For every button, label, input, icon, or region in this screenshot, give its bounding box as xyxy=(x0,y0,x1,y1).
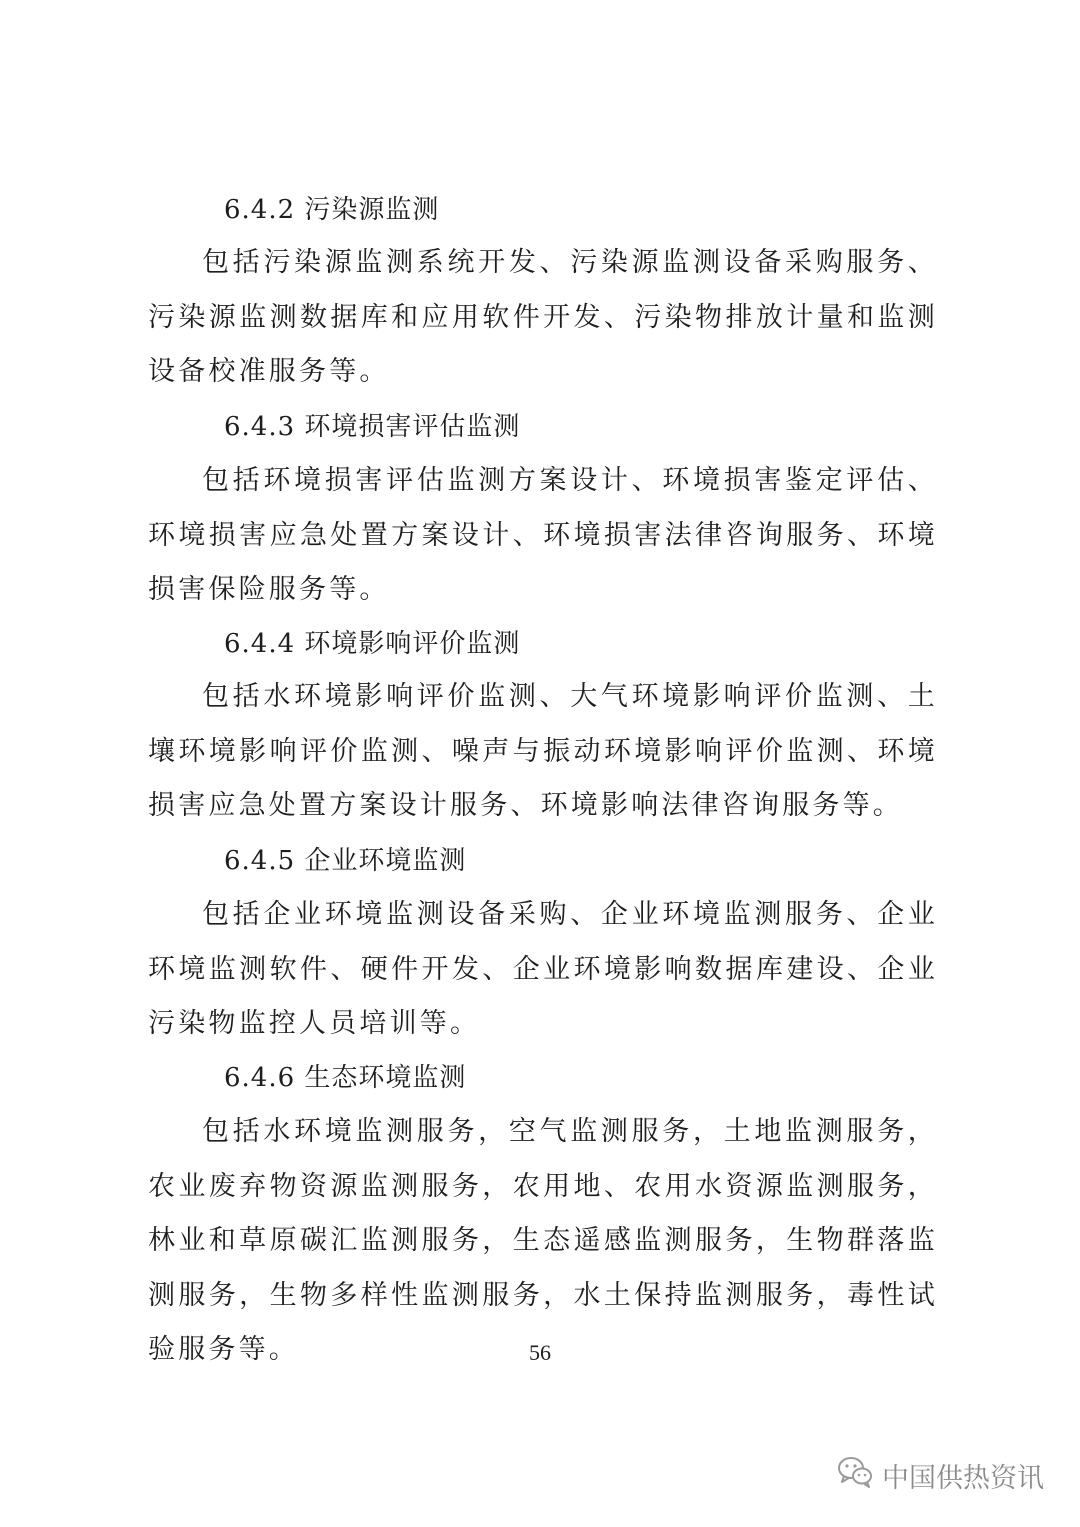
section-heading-6-4-6: 6.4.6 生态环境监测 xyxy=(224,1063,467,1093)
page-number: 56 xyxy=(529,1340,551,1365)
section-body-6-4-5: 包括企业环境监测设备采购、企业环境监测服务、企业环境监测软件、硬件开发、企业环境影响数据库建设、企业污染物监控人员培训等。 xyxy=(148,899,938,1039)
section-heading-6-4-4: 6.4.4 环境影响评价监测 xyxy=(224,629,521,659)
wechat-icon xyxy=(836,1455,874,1496)
section-heading-6-4-3: 6.4.3 环境损害评估监测 xyxy=(224,412,521,442)
section-heading-6-4-5: 6.4.5 企业环境监测 xyxy=(224,846,467,876)
watermark-text: 中国供热资讯 xyxy=(882,1463,1044,1494)
section-body-6-4-4: 包括水环境影响评价监测、大气环境影响评价监测、土壤环境影响评价监测、噪声与振动环境影响评价监测、环境损害应急处置方案设计服务、环境影响法律咨询服务等。 xyxy=(148,681,938,821)
section-body-6-4-6: 包括水环境监测服务，空气监测服务，土地监测服务，农业废弃物资源监测服务，农用地、农用水资源监测服务，林业和草原碳汇监测服务，生态遥感监测服务，生物群落监测服务，生物多样性监测服务，水土保持监测服务，毒性试验服务等。 xyxy=(148,1116,938,1365)
section-heading-6-4-2: 6.4.2 污染源监测 xyxy=(224,195,440,225)
watermark xyxy=(836,1455,1044,1496)
section-body-6-4-2: 包括污染源监测系统开发、污染源监测设备采购服务、污染源监测数据库和应用软件开发、污染物排放计量和监测设备校准服务等。 xyxy=(148,247,938,387)
section-body-6-4-3: 包括环境损害评估监测方案设计、环境损害鉴定评估、环境损害应急处置方案设计、环境损害法律咨询服务、环境损害保险服务等。 xyxy=(148,465,938,605)
